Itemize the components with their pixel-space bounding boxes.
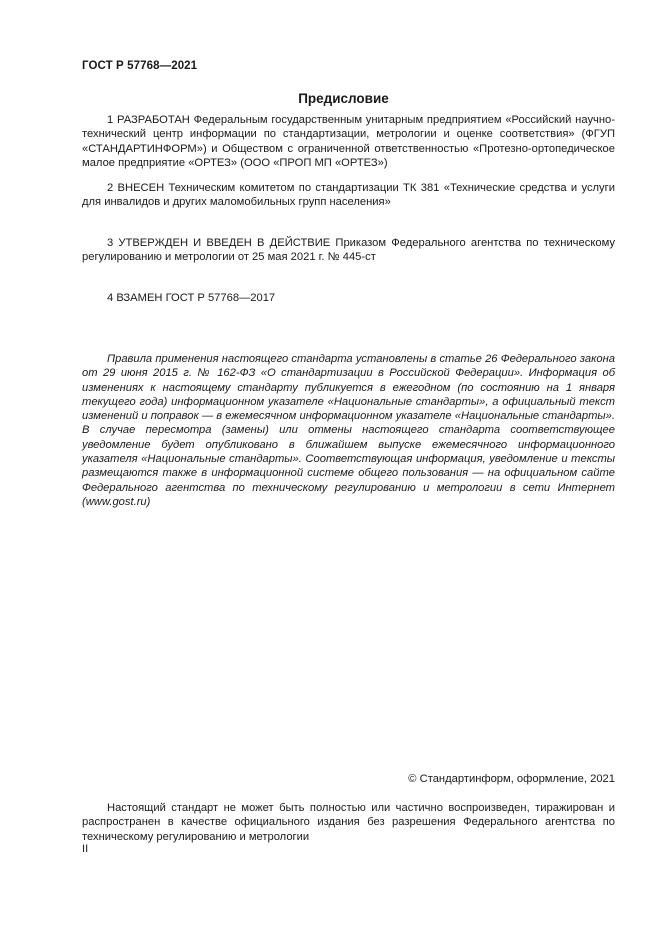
application-rules-note: Правила применения настоящего стандарта установлены в статье 26 Федерального закона от 29 июня 2015 г. № 162-ФЗ «О стандартизации в Российской Федерации». Информация об изменениях к настоящему стандарту публикуется в ежегодном (по состоянию на 1 января текущего года) информационном указателе «Национальные стандарты», а официальный текст изменений и поправок — в ежемесячном информационном указателе «Национальные стандарты». В случае пересмотра (замены) или отмены настоящего стандарта соответствующее уведомление будет опубликовано в ближайшем выпуске ежемесячного информационного указателя «Национальные стандарты». Соответствующая информация, уведомление и тексты размещаются также в информационной системе общего пользования — на официальном сайте Федерального агентства по техническому регулированию и метрологии в сети Интернет (www.gost.ru) <box>82 353 615 508</box>
section-title: Предисловие <box>298 91 389 106</box>
paragraph-replaces: 4 ВЗАМЕН ГОСТ Р 57768—2017 <box>107 292 276 304</box>
paragraph-introduced-by: 2 ВНЕСЕН Техническим комитетом по стандартизации ТК 381 «Технические средства и услуги для инвалидов и других маломобильных групп населения» <box>82 182 615 209</box>
paragraph-approved: 3 УТВЕРЖДЕН И ВВЕДЕН В ДЕЙСТВИЕ Приказом Федерального агентства по техническому регулированию и метрологии от 25 мая 2021 г. № 445-ст <box>82 237 615 264</box>
copyright-line: © Стандартинформ, оформление, 2021 <box>408 773 615 785</box>
reproduction-rights-text: Настоящий стандарт не может быть полностью или частично воспроизведен, тиражирован и распространен в качестве официального издания без разрешения Федерального агентства по техническому регулированию и метрологии <box>82 802 615 843</box>
document-code: ГОСТ Р 57768—2021 <box>82 60 198 72</box>
paragraph-developed-by: 1 РАЗРАБОТАН Федеральным государственным унитарным предприятием «Российский научно-технический центр информации по стандартизации, метрологии и оценке соответствия» (ФГУП «СТАНДАРТИНФОРМ») и Обществом с ограниченной ответственностью «Протезно-ортопедическое малое предприятие «ОРТЕЗ» (ООО «ПРОП МП «ОРТЕЗ») <box>82 114 615 170</box>
page-number: II <box>82 843 89 855</box>
